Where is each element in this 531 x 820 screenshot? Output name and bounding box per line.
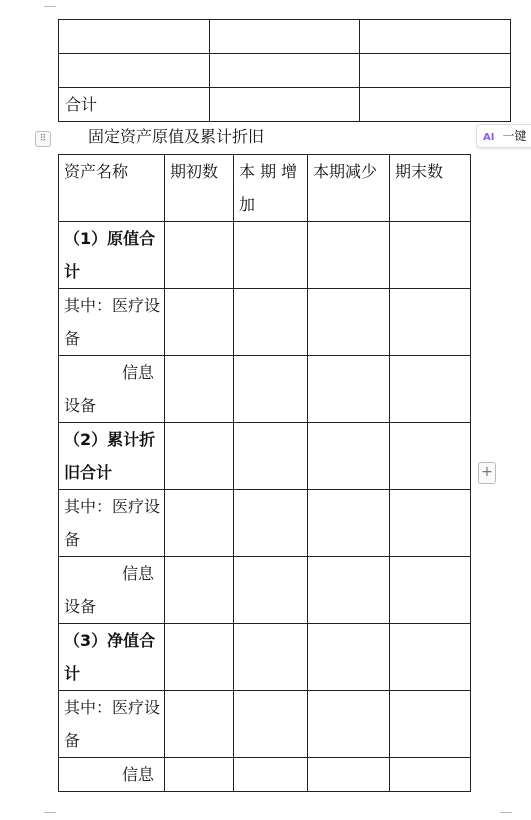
row-label[interactable]: （2）累计折旧合计 [59,423,165,490]
table-cell[interactable] [210,88,360,122]
table-cell[interactable] [59,88,210,122]
page-corner-mark [44,6,56,7]
table-cell[interactable] [234,490,308,557]
table-row [59,20,511,54]
table-row [59,691,471,758]
table-row [59,88,511,122]
table-cell[interactable] [390,557,471,624]
table-cell[interactable] [308,691,390,758]
table-cell[interactable] [308,557,390,624]
row-label[interactable]: （3）净值合计 [59,624,165,691]
table-row [59,222,471,289]
table-row [59,490,471,557]
table-cell[interactable] [390,356,471,423]
fixed-asset-table [58,154,471,792]
table-row [59,758,471,792]
header-increase[interactable]: 本 期 增 加 [234,155,308,222]
row-label[interactable]: 其中：医疗设备 [59,691,165,758]
table-cell[interactable] [165,423,234,490]
table-cell[interactable] [210,20,360,54]
table-cell[interactable] [390,423,471,490]
table-cell[interactable] [234,758,308,792]
table-cell[interactable] [234,557,308,624]
table-cell[interactable] [308,289,390,356]
row-label[interactable]: 信息 [59,758,165,792]
ai-icon: AI [483,132,495,143]
table-cell[interactable] [390,624,471,691]
table-cell[interactable] [308,624,390,691]
section-title: 固定资产原值及累计折旧 [88,127,265,146]
row-label[interactable]: （1）原值合计 [59,222,165,289]
table-cell[interactable] [59,54,210,88]
table-cell[interactable] [360,88,511,122]
table-cell[interactable] [165,490,234,557]
table-cell[interactable] [165,691,234,758]
table-header-row [59,155,471,222]
table-cell[interactable] [165,222,234,289]
ai-button-label: 一键 [502,129,527,143]
table-cell[interactable] [234,423,308,490]
table-cell[interactable] [234,289,308,356]
row-label[interactable]: 其中：医疗设备 [59,289,165,356]
drag-handle-icon[interactable]: ⠿ [35,131,51,147]
table-cell[interactable] [308,758,390,792]
summary-table [58,19,511,122]
table-row [59,624,471,691]
table-cell[interactable] [165,557,234,624]
table-cell[interactable] [308,356,390,423]
table-cell[interactable] [390,490,471,557]
ai-assist-button[interactable] [476,124,531,148]
row-label[interactable]: 信息设备 [59,356,165,423]
table-cell[interactable] [59,20,210,54]
page-corner-mark [500,812,512,813]
table-cell[interactable] [308,490,390,557]
plus-icon[interactable]: + [478,462,496,484]
header-closing[interactable]: 期末数 [390,155,471,222]
table-cell[interactable] [165,624,234,691]
table-cell[interactable] [234,691,308,758]
table-cell[interactable] [165,356,234,423]
table-cell[interactable] [390,758,471,792]
header-opening[interactable]: 期初数 [165,155,234,222]
table-row [59,557,471,624]
row-label[interactable]: 信息设备 [59,557,165,624]
table-cell[interactable] [210,54,360,88]
table-cell[interactable] [234,222,308,289]
table-row [59,289,471,356]
table-cell[interactable] [360,20,511,54]
section-heading [50,126,264,148]
table-cell[interactable] [165,289,234,356]
table-cell[interactable] [165,758,234,792]
table-cell[interactable] [308,423,390,490]
table-cell[interactable] [234,356,308,423]
total-label: 合计 [65,95,98,114]
header-decrease[interactable]: 本期减少 [308,155,390,222]
table-cell[interactable] [360,54,511,88]
header-asset-name[interactable]: 资产名称 [59,155,165,222]
table-cell[interactable] [390,691,471,758]
row-label[interactable]: 其中：医疗设备 [59,490,165,557]
table-cell[interactable] [234,624,308,691]
table-row [59,54,511,88]
table-row [59,423,471,490]
page-corner-mark [44,812,56,813]
table-cell[interactable] [390,289,471,356]
table-cell[interactable] [390,222,471,289]
table-row [59,356,471,423]
table-cell[interactable] [308,222,390,289]
